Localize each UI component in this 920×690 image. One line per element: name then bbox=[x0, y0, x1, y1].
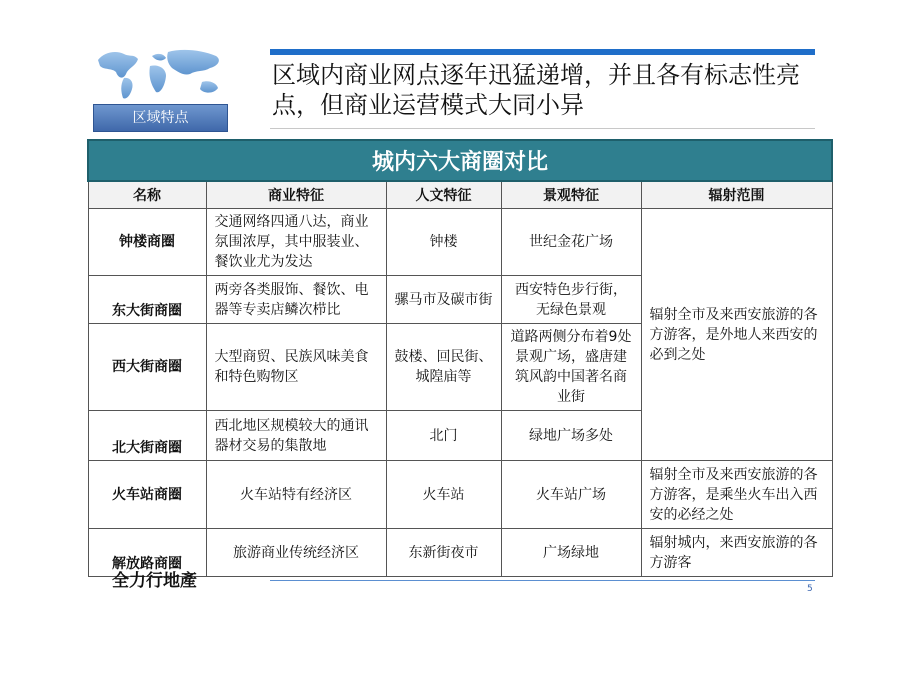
row-commercial: 火车站特有经济区 bbox=[206, 461, 386, 529]
row-commercial: 大型商贸、民族风味美食和特色购物区 bbox=[206, 324, 386, 411]
comparison-table bbox=[87, 139, 833, 577]
row-commercial: 两旁各类服饰、餐饮、电器等专卖店鳞次栉比 bbox=[206, 276, 386, 324]
row-landscape: 西安特色步行街，无绿色景观 bbox=[501, 276, 641, 324]
row-cultural: 鼓楼、回民街、城隍庙等 bbox=[386, 324, 501, 411]
row-radiation-shared: 辐射全市及来西安旅游的各方游客，是外地人来西安的必到之处 bbox=[641, 209, 832, 461]
row-landscape: 广场绿地 bbox=[501, 529, 641, 577]
comparison-table-container bbox=[87, 139, 831, 577]
row-cultural: 东新街夜市 bbox=[386, 529, 501, 577]
table-row bbox=[88, 209, 832, 276]
row-landscape: 火车站广场 bbox=[501, 461, 641, 529]
header-commercial: 商业特征 bbox=[206, 181, 386, 209]
world-map-icon bbox=[90, 42, 230, 104]
row-commercial: 旅游商业传统经济区 bbox=[206, 529, 386, 577]
row-name: 西大街商圈 bbox=[88, 324, 206, 411]
page-number: 5 bbox=[807, 584, 813, 594]
row-radiation: 辐射城内，来西安旅游的各方游客 bbox=[641, 529, 832, 577]
row-cultural: 北门 bbox=[386, 411, 501, 461]
title-underline bbox=[270, 128, 815, 129]
row-landscape: 绿地广场多处 bbox=[501, 411, 641, 461]
row-cultural: 钟楼 bbox=[386, 209, 501, 276]
company-name: 全力行地產 bbox=[112, 571, 197, 591]
row-name: 钟楼商圈 bbox=[88, 209, 206, 276]
top-divider bbox=[270, 49, 815, 55]
table-row bbox=[88, 529, 832, 577]
row-name: 东大街商圈 bbox=[88, 276, 206, 324]
header-radiation: 辐射范围 bbox=[641, 181, 832, 209]
row-commercial: 交通网络四通八达，商业氛围浓厚，其中服装业、餐饮业尤为发达 bbox=[206, 209, 386, 276]
row-name: 火车站商圈 bbox=[88, 461, 206, 529]
table-title: 城内六大商圈对比 bbox=[88, 140, 832, 181]
section-badge: 区域特点 bbox=[93, 104, 228, 132]
page-title: 区域内商业网点逐年迅猛递增，并且各有标志性亮点，但商业运营模式大同小异 bbox=[272, 61, 800, 119]
row-cultural: 火车站 bbox=[386, 461, 501, 529]
row-landscape: 道路两侧分布着9处景观广场，盛唐建筑风韵中国著名商业街 bbox=[501, 324, 641, 411]
bottom-divider bbox=[270, 580, 815, 581]
header-cultural: 人文特征 bbox=[386, 181, 501, 209]
header-landscape: 景观特征 bbox=[501, 181, 641, 209]
table-row bbox=[88, 461, 832, 529]
row-cultural: 骡马市及碳市街 bbox=[386, 276, 501, 324]
row-commercial: 西北地区规模较大的通讯器材交易的集散地 bbox=[206, 411, 386, 461]
row-name: 解放路商圈 bbox=[88, 529, 206, 577]
header-name: 名称 bbox=[88, 181, 206, 209]
row-name: 北大街商圈 bbox=[88, 411, 206, 461]
row-landscape: 世纪金花广场 bbox=[501, 209, 641, 276]
row-radiation: 辐射全市及来西安旅游的各方游客，是乘坐火车出入西安的必经之处 bbox=[641, 461, 832, 529]
